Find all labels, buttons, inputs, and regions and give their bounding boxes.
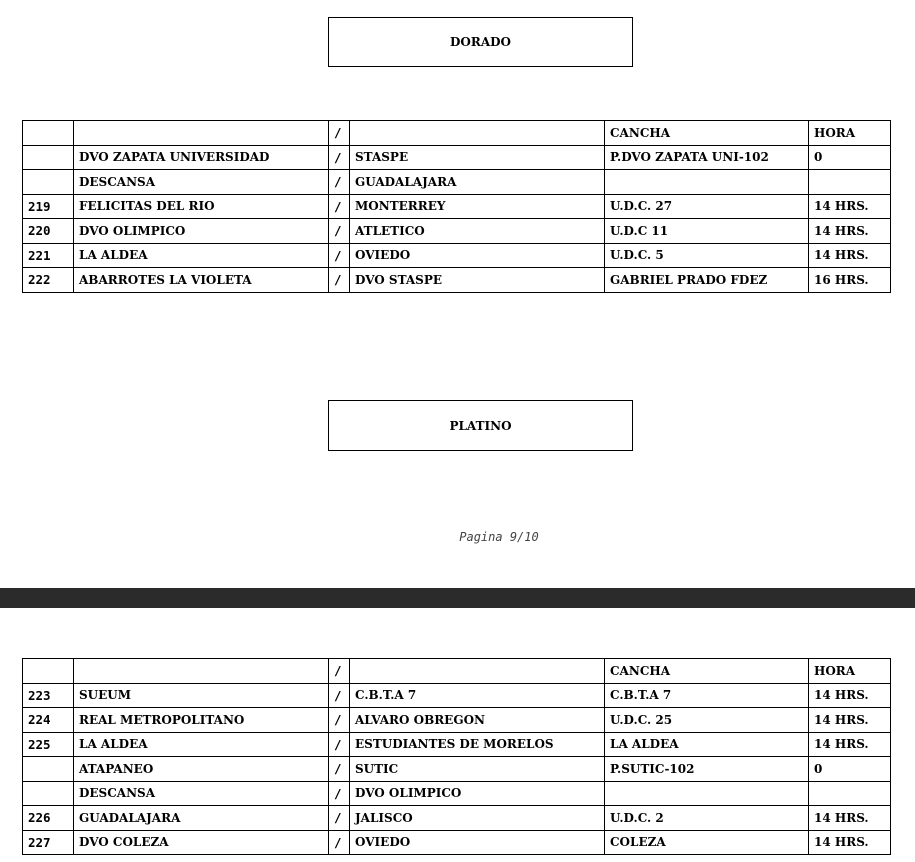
table-row <box>23 170 891 195</box>
home-team: SUEUM <box>74 683 329 708</box>
match-time: 14 HRS. <box>809 243 891 268</box>
versus-separator: / <box>329 781 350 806</box>
match-time: 14 HRS. <box>809 708 891 733</box>
versus-separator: / <box>329 170 350 195</box>
match-number: 219 <box>23 194 74 219</box>
versus-separator: / <box>329 219 350 244</box>
match-number: 222 <box>23 268 74 293</box>
table-header-row <box>23 659 891 684</box>
versus-separator: / <box>329 757 350 782</box>
page-separator <box>0 588 915 608</box>
field-name: U.D.C. 25 <box>605 708 809 733</box>
versus-separator: / <box>329 732 350 757</box>
header-match-time: HORA <box>809 659 891 684</box>
match-number <box>23 145 74 170</box>
match-time: 14 HRS. <box>809 806 891 831</box>
table-row <box>23 806 891 831</box>
header-match-time: HORA <box>809 121 891 146</box>
versus-separator: / <box>329 830 350 855</box>
match-time: 14 HRS. <box>809 830 891 855</box>
match-number: 220 <box>23 219 74 244</box>
match-time <box>809 781 891 806</box>
match-time: 0 <box>809 757 891 782</box>
versus-separator: / <box>329 806 350 831</box>
section-title-dorado <box>328 17 633 67</box>
away-team: SUTIC <box>350 757 605 782</box>
header-versus-separator: / <box>329 121 350 146</box>
table-row <box>23 268 891 293</box>
versus-separator: / <box>329 243 350 268</box>
versus-separator: / <box>329 708 350 733</box>
field-name: U.D.C 11 <box>605 219 809 244</box>
table-row <box>23 683 891 708</box>
away-team: ATLETICO <box>350 219 605 244</box>
match-time: 16 HRS. <box>809 268 891 293</box>
header-away-team <box>350 121 605 146</box>
table-row <box>23 219 891 244</box>
away-team: ESTUDIANTES DE MORELOS <box>350 732 605 757</box>
section-title-text: DORADO <box>449 35 511 49</box>
header-field-name: CANCHA <box>605 659 809 684</box>
match-number: 225 <box>23 732 74 757</box>
away-team: GUADALAJARA <box>350 170 605 195</box>
home-team: DESCANSA <box>74 170 329 195</box>
field-name <box>605 781 809 806</box>
table-row <box>23 194 891 219</box>
field-name: GABRIEL PRADO FDEZ <box>605 268 809 293</box>
away-team: DVO OLIMPICO <box>350 781 605 806</box>
header-versus-separator: / <box>329 659 350 684</box>
home-team: DESCANSA <box>74 781 329 806</box>
versus-separator: / <box>329 194 350 219</box>
field-name: COLEZA <box>605 830 809 855</box>
field-name: U.D.C. 2 <box>605 806 809 831</box>
home-team: LA ALDEA <box>74 732 329 757</box>
home-team: GUADALAJARA <box>74 806 329 831</box>
header-home-team <box>74 659 329 684</box>
match-number <box>23 170 74 195</box>
schedule-table-platino <box>22 658 891 855</box>
away-team: ALVARO OBREGON <box>350 708 605 733</box>
table-row <box>23 757 891 782</box>
table-row <box>23 708 891 733</box>
match-time: 0 <box>809 145 891 170</box>
field-name: C.B.T.A 7 <box>605 683 809 708</box>
match-time: 14 HRS. <box>809 732 891 757</box>
away-team: DVO STASPE <box>350 268 605 293</box>
table-row <box>23 781 891 806</box>
match-number: 223 <box>23 683 74 708</box>
field-name: U.D.C. 27 <box>605 194 809 219</box>
schedule-table-dorado <box>22 120 891 293</box>
away-team: C.B.T.A 7 <box>350 683 605 708</box>
table-header-row <box>23 121 891 146</box>
away-team: OVIEDO <box>350 830 605 855</box>
header-match-number <box>23 659 74 684</box>
versus-separator: / <box>329 268 350 293</box>
match-number: 227 <box>23 830 74 855</box>
table-row <box>23 243 891 268</box>
field-name: LA ALDEA <box>605 732 809 757</box>
field-name <box>605 170 809 195</box>
away-team: OVIEDO <box>350 243 605 268</box>
match-time: 14 HRS. <box>809 683 891 708</box>
away-team: STASPE <box>350 145 605 170</box>
away-team: JALISCO <box>350 806 605 831</box>
match-time <box>809 170 891 195</box>
header-away-team <box>350 659 605 684</box>
versus-separator: / <box>329 145 350 170</box>
match-number: 221 <box>23 243 74 268</box>
home-team: DVO COLEZA <box>74 830 329 855</box>
field-name: P.SUTIC-102 <box>605 757 809 782</box>
header-home-team <box>74 121 329 146</box>
match-number <box>23 757 74 782</box>
table-row <box>23 830 891 855</box>
section-title-platino <box>328 400 633 451</box>
match-time: 14 HRS. <box>809 219 891 244</box>
home-team: FELICITAS DEL RIO <box>74 194 329 219</box>
home-team: REAL METROPOLITANO <box>74 708 329 733</box>
section-title-text: PLATINO <box>449 418 512 433</box>
away-team: MONTERREY <box>350 194 605 219</box>
page-number: Pagina 9/10 <box>459 530 539 544</box>
header-field-name: CANCHA <box>605 121 809 146</box>
header-match-number <box>23 121 74 146</box>
home-team: ABARROTES LA VIOLETA <box>74 268 329 293</box>
table-row <box>23 732 891 757</box>
table-row <box>23 145 891 170</box>
home-team: ATAPANEO <box>74 757 329 782</box>
field-name: P.DVO ZAPATA UNI-102 <box>605 145 809 170</box>
match-number: 226 <box>23 806 74 831</box>
home-team: DVO ZAPATA UNIVERSIDAD <box>74 145 329 170</box>
match-number <box>23 781 74 806</box>
match-number: 224 <box>23 708 74 733</box>
home-team: DVO OLIMPICO <box>74 219 329 244</box>
field-name: U.D.C. 5 <box>605 243 809 268</box>
match-time: 14 HRS. <box>809 194 891 219</box>
home-team: LA ALDEA <box>74 243 329 268</box>
versus-separator: / <box>329 683 350 708</box>
